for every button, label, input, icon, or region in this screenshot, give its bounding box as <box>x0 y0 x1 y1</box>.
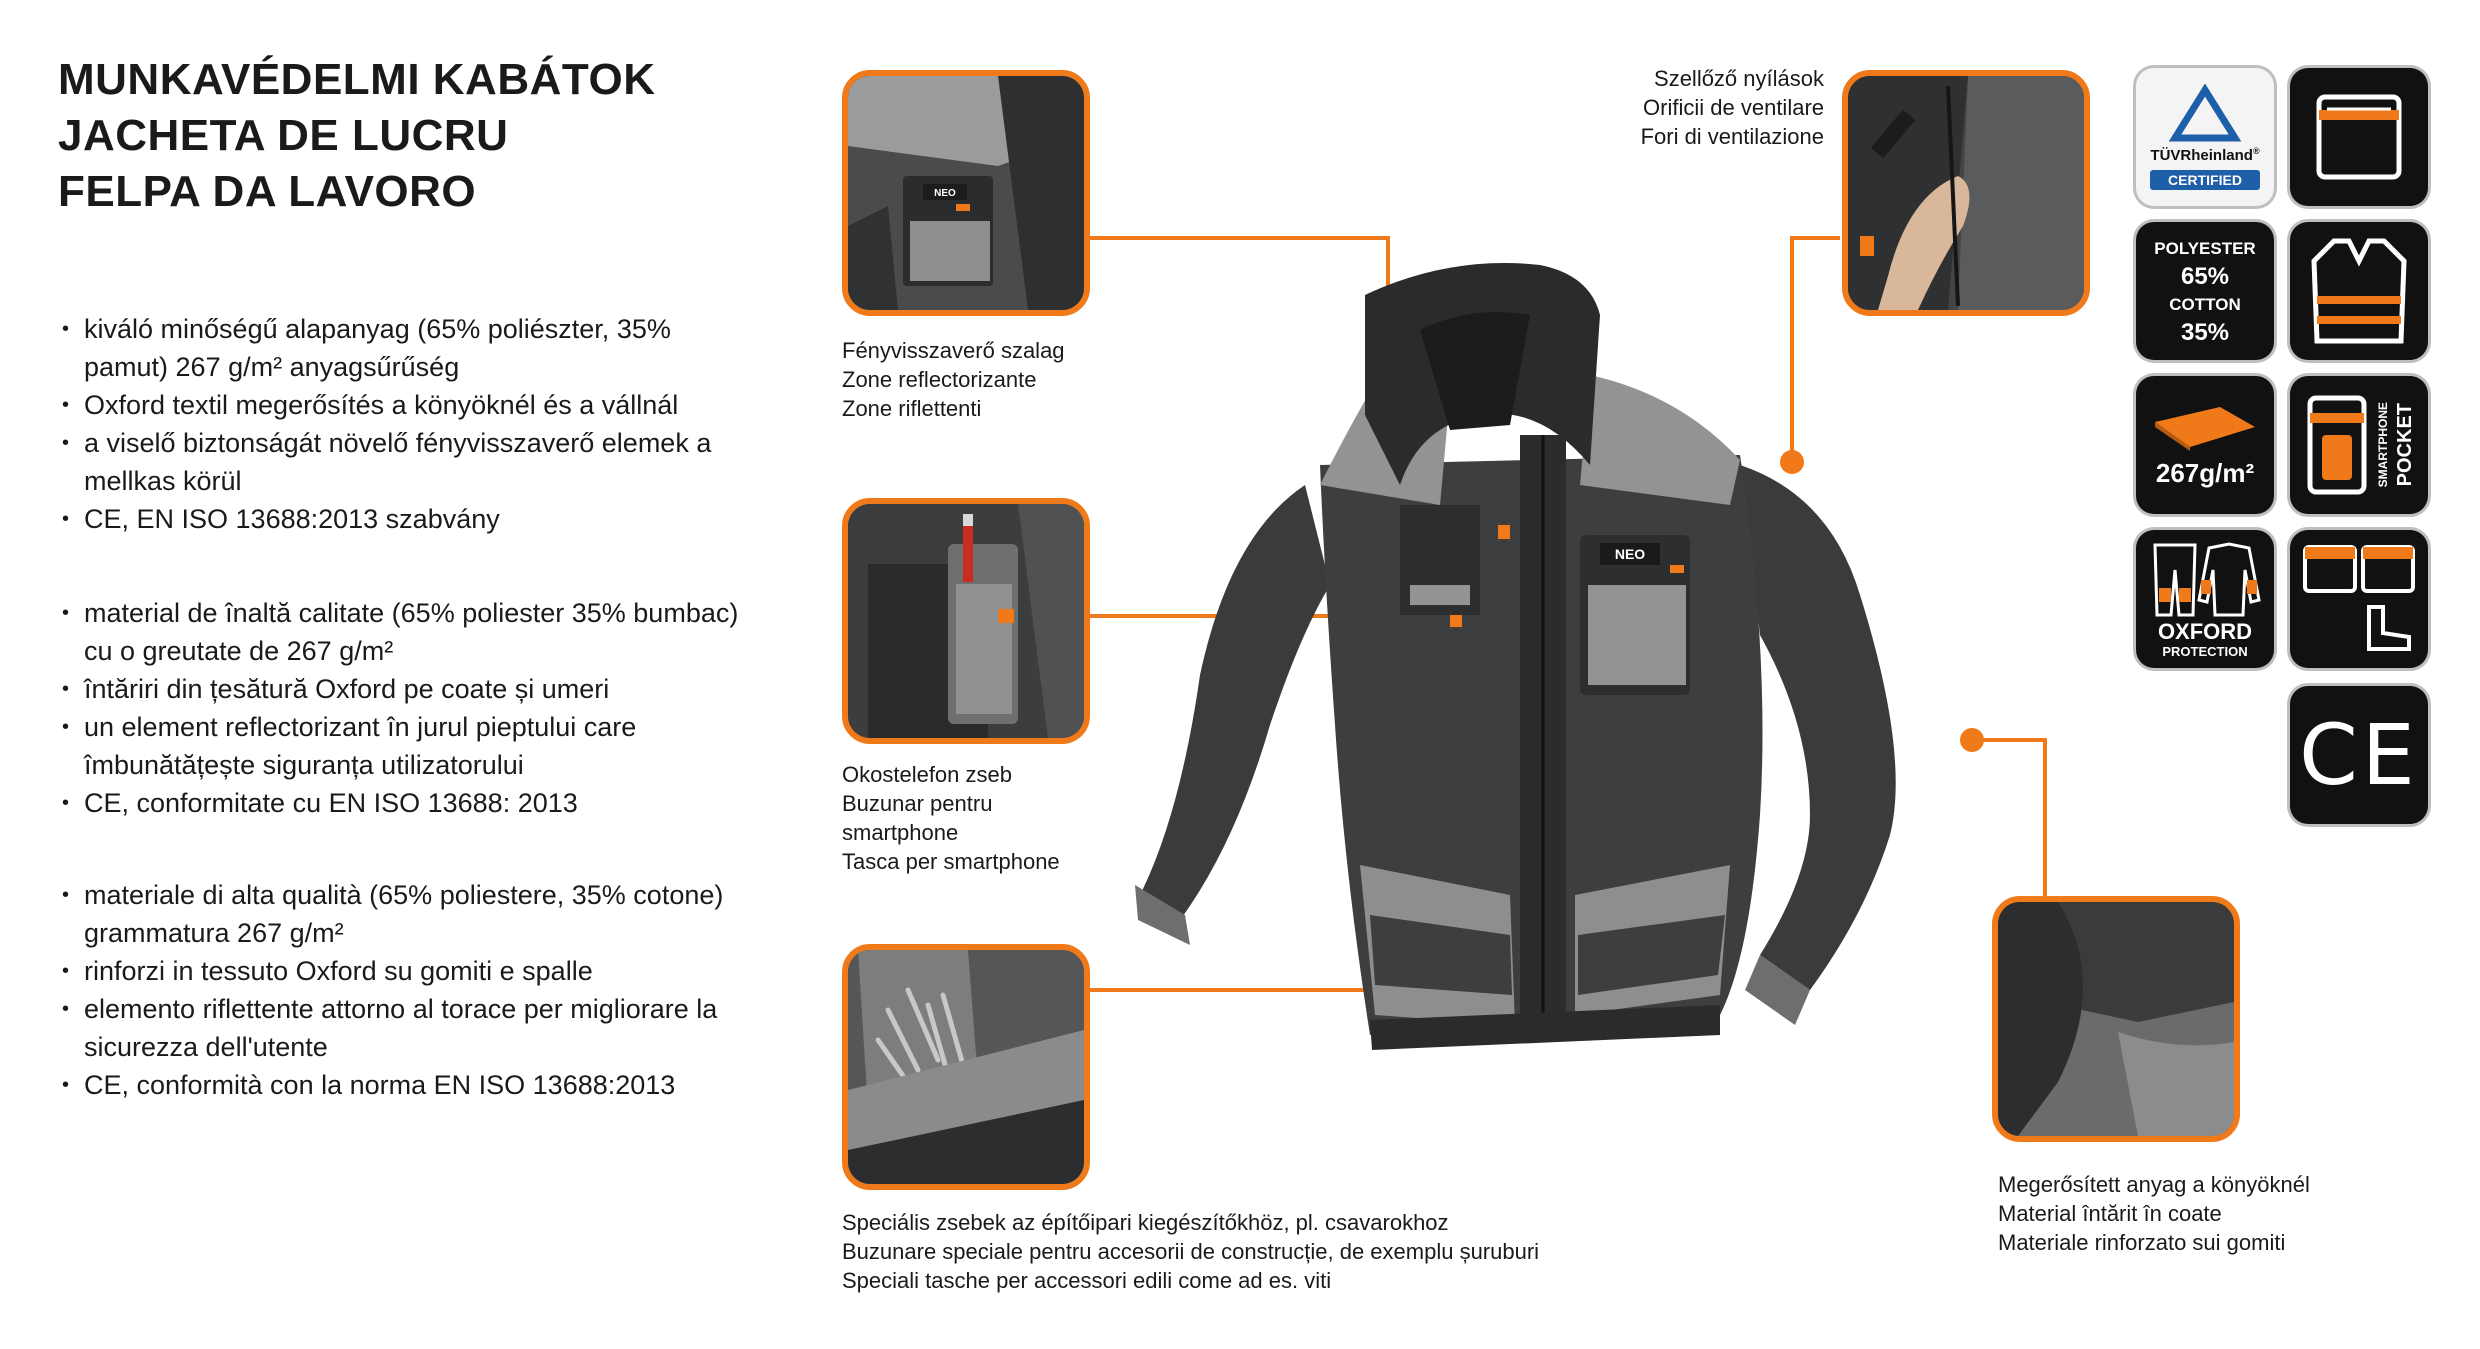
tuv-brand: TÜVRheinland <box>2150 147 2253 164</box>
oxford-sublabel: PROTECTION <box>2162 643 2248 659</box>
caption-line: smartphone <box>842 820 959 845</box>
connector-elbow <box>1975 740 2045 905</box>
caption-tool-pockets <box>842 1208 1539 1295</box>
ce-mark-icon: CE <box>2299 706 2419 804</box>
tuv-triangle-icon <box>2165 84 2245 144</box>
smartphone-pocket-line1: SMARTPHONE <box>2376 402 2390 488</box>
list-item: • a viselő biztonságát növelő fényvisszaverő elemek a mellkas körül <box>58 424 758 500</box>
fabric-swatch-icon <box>2150 402 2260 452</box>
brand-logo: NEO <box>934 188 956 199</box>
caption-line: Fényvisszaverő szalag <box>842 338 1065 363</box>
tuv-certified-badge <box>2136 68 2274 206</box>
pocket-icon-badge <box>2290 68 2428 206</box>
pocket-icon <box>2309 87 2409 187</box>
detail-photo-reflective <box>842 70 1090 316</box>
detail-photo-smartphone <box>842 498 1090 744</box>
caption-line: Materiale rinforzato sui gomiti <box>1998 1230 2286 1255</box>
pockets-overview-badge <box>2290 530 2428 668</box>
material-cotton: COTTON <box>2169 295 2241 314</box>
smartphone-pocket-line2: POCKET <box>2394 403 2416 487</box>
caption-line: Fori di ventilazione <box>1640 124 1824 149</box>
oxford-label: OXFORD <box>2157 618 2253 644</box>
smartphone-pocket-badge <box>2290 376 2428 514</box>
fabric-weight-badge <box>2136 376 2274 514</box>
list-item: • kiváló minőségű alapanyag (65% poliészter, 35% pamut) 267 g/m² anyagsűrűség <box>58 310 758 386</box>
material-polyester-pct: 65% <box>2180 263 2230 290</box>
material-polyester: POLYESTER <box>2154 239 2256 258</box>
list-item: • CE, conformità con la norma EN ISO 13688:2013 <box>58 1066 758 1104</box>
list-item: • material de înaltă calitate (65% poliester 35% bumbac) cu o greutate de 267 g/m² <box>58 594 758 670</box>
list-item: • întăriri din țesătură Oxford pe coate și umeri <box>58 670 758 708</box>
detail-photo-tool-pocket <box>842 944 1090 1190</box>
caption-ventilation <box>1560 64 1824 151</box>
title-line-hu: MUNKAVÉDELMI KABÁTOK <box>58 55 656 104</box>
phone-pocket-icon <box>2302 390 2372 500</box>
caption-line: Zone reflectorizante <box>842 367 1037 392</box>
list-item: • elemento riflettente attorno al torace per migliorare la sicurezza dell'utente <box>58 990 758 1066</box>
detail-photo-elbow <box>1992 896 2240 1142</box>
caption-smartphone <box>842 760 1060 876</box>
jacket-illustration <box>1120 255 1980 1095</box>
caption-reflective <box>842 336 1065 423</box>
caption-line: Speciali tasche per accessori edili come ad es. viti <box>842 1268 1332 1293</box>
caption-line: Buzunare speciale pentru accesorii de construcție, de exemplu șuruburi <box>842 1239 1540 1264</box>
list-item: • Oxford textil megerősítés a könyöknél és a vállnál <box>58 386 758 424</box>
caption-line: Szellőző nyílások <box>1654 66 1824 91</box>
pockets-overview-icon <box>2299 539 2419 659</box>
title-line-it: FELPA DA LAVORO <box>58 167 477 216</box>
reflective-vest-icon <box>2309 236 2409 346</box>
title-line-ro: JACHETA DE LUCRU <box>58 111 509 160</box>
caption-line: Buzunar pentru <box>842 791 993 816</box>
material-cotton-pct: 35% <box>2180 319 2230 346</box>
caption-line: Orificii de ventilare <box>1643 95 1824 120</box>
list-item: • CE, conformitate cu EN ISO 13688: 2013 <box>58 784 758 822</box>
fabric-weight-value: 267g/m² <box>2155 457 2255 488</box>
tuv-certified-label: CERTIFIED <box>2150 170 2260 190</box>
caption-line: Okostelefon zseb <box>842 762 1012 787</box>
caption-line: Megerősített anyag a könyöknél <box>1998 1172 2310 1197</box>
caption-line: Material întărit în coate <box>1998 1201 2222 1226</box>
caption-elbow <box>1998 1170 2310 1257</box>
list-item: • CE, EN ISO 13688:2013 szabvány <box>58 500 758 538</box>
oxford-protection-badge <box>2136 530 2274 668</box>
list-item: • un element reflectorizant în jurul pieptului care îmbunătățește siguranța utilizatorului <box>58 708 758 784</box>
caption-line: Speciális zsebek az építőipari kiegészítőkhöz, pl. csavarokhoz <box>842 1210 1449 1235</box>
list-item: • rinforzi in tessuto Oxford su gomiti e spalle <box>58 952 758 990</box>
caption-line: Tasca per smartphone <box>842 849 1060 874</box>
tuv-registered-mark: ® <box>2252 146 2260 156</box>
brand-logo-main: NEO <box>1614 546 1646 562</box>
material-composition-badge <box>2136 222 2274 360</box>
list-item: • materiale di alta qualità (65% poliestere, 35% cotone) grammatura 267 g/m² <box>58 876 758 952</box>
reflective-vest-badge <box>2290 222 2428 360</box>
ce-mark-badge <box>2290 686 2428 824</box>
oxford-garments-icon <box>2147 540 2263 620</box>
caption-line: Zone riflettenti <box>842 396 982 421</box>
